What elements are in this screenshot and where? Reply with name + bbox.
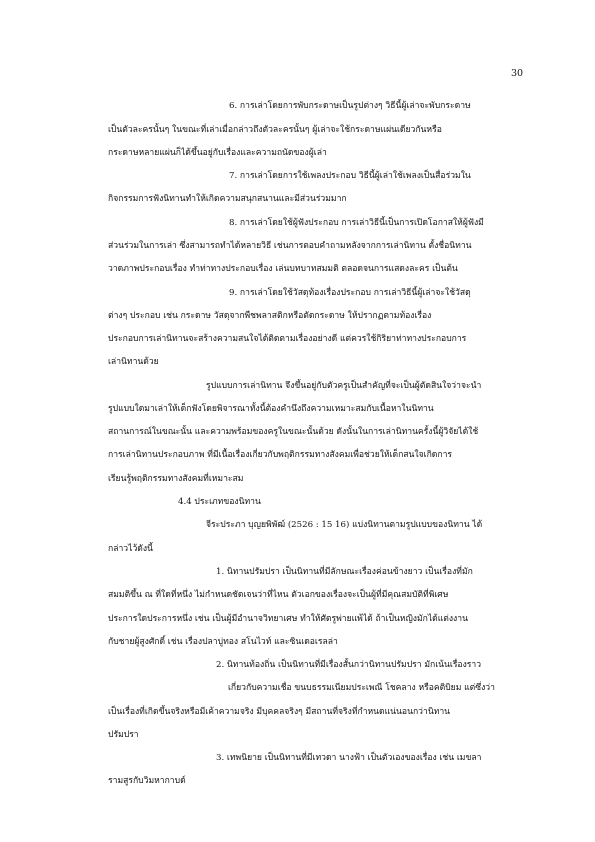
text-line: รามสูรกับวิมหากาบด์ xyxy=(108,776,186,786)
text-line: กระดาษหลายแผ่นก็ได้ขึ้นอยู่กับเรื่องและความถนัดของผู้เล่า xyxy=(108,148,327,158)
text-line: สมมติขึ้น ณ ที่ใดที่หนึ่ง ไม่กำหนดชัดเจนว่าที่ไหน ตัวเอกของเรื่องจะเป็นผู้ที่มีคุณสมบัติที่พิเศษ xyxy=(108,590,449,600)
text-line: ปรัมปรา xyxy=(108,730,139,740)
text-line: 7. การเล่าโดยการใช้เพลงประกอบ วิธีนี้ผู้เล่าใช้เพลงเป็นสื่อร่วมใน xyxy=(229,171,471,181)
text-line: 8. การเล่าโดยใช้ผู้ฟังประกอบ การเล่าวิธีนี้เป็นการเปิดโอกาสให้ผู้ฟังมี xyxy=(229,218,484,228)
text-line: ประกอบการเล่านิทานจะสร้างความสนใจได้ติดตามเรื่องอย่างดี แต่ควรใช้กิริยาท่าทางประกอบการ xyxy=(108,334,467,344)
text-line: 6. การเล่าโดยการพับกระดาษเป็นรูปต่างๆ วิธีนี้ผู้เล่าจะพับกระดาษ xyxy=(229,101,471,111)
text-line: ส่วนร่วมในการเล่า ซึ่งสามารถทำได้หลายวิธี เช่นการตอบคำถามหลังจากการเล่านิทาน ตั้งชื่อนิทาน xyxy=(108,241,472,251)
text-line: 9. การเล่าโดยใช้วัสดุท้องเรื่องประกอบ การเล่าวิธีนี้ผู้เล่าจะใช้วัสดุ xyxy=(229,288,471,298)
text-line: การเล่านิทานประกอบภาพ ที่มีเนื้อเรื่องเกี่ยวกับพฤติกรรมทางสังคมเพื่อช่วยให้เด็กสนใจเกิดการ xyxy=(108,450,453,460)
text-line: เล่านิทานด้วย xyxy=(108,357,159,367)
text-line: กับชายผู้สูงศักดิ์ เช่น เรื่องปลาบู่ทอง สโนไวท์ และซินเดอเรลล่า xyxy=(108,637,338,647)
page-number: 30 xyxy=(511,68,524,79)
text-line: เป็นเรื่องที่เกิดขึ้นจริงหรือมีเค้าความจริง มีบุคคลจริงๆ มีสถานที่จริงที่กำหนดแน่นอนกว่านิทาน xyxy=(108,707,451,717)
text-line: เรียนรู้พฤติกรรมทางสังคมที่เหมาะสม xyxy=(108,474,244,484)
text-line: เกี่ยวกับความเชื่อ ขนบธรรมเนียมประเพณี โชคลาง หรือคติบิยม แต่ซึ่งว่า xyxy=(228,683,495,693)
text-line: กล่าวไว้ดังนี้ xyxy=(108,544,153,554)
text-line: รูปแบบใดมาเล่าให้เด็กฟังโดยพิจารณาทั้งนี้ต้องคำนึงถึงความเหมาะสมกับเนื้อหาในนิทาน xyxy=(108,404,434,414)
text-line: ประการใดประการหนึ่ง เช่น เป็นผู้มีอำนาจวิทยาเศษ ทำให้ศัตรูพ่ายแพ้ได้ ถ้าเป็นหญิงมักได้แต่งงาน xyxy=(108,614,468,624)
text-line: สถานการณ์ในขณะนั้น และความพร้อมของครูในขณะนั้นด้วย ดังนั้นในการเล่านิทานครั้งนี้ผู้วิจัยได้ใช้ xyxy=(108,427,479,437)
text-line: วาดภาพประกอบเรื่อง ทำท่าทางประกอบเรื่อง เล่นบทบาทสมมติ ตลอดจนการแสดงละคร เป็นต้น xyxy=(108,264,458,274)
text-line: 1. นิทานปรัมปรา เป็นนิทานที่มีลักษณะเรื่องค่อนข้างยาว เป็นเรื่องที่มัก xyxy=(216,567,473,577)
section-heading: 4.4 ประเภทของนิทาน xyxy=(178,497,261,507)
text-line: เป็นตัวละครนั้นๆ ในขณะที่เล่าเมื่อกล่าวถึงตัวละครนั้นๆ ผู้เล่าจะใช้กระดาษแผ่นเดียวกันหรือ xyxy=(108,125,442,135)
text-line: ต่างๆ ประกอบ เช่น กระดาษ วัสดุจากพืชพลาสติกหรือตัดกระดาษ ให้ปรากฏตามท้องเรื่อง xyxy=(108,311,432,321)
text-line: จีระประภา บุญยพิพัฒ์ (2526 : 15 16) แบ่งนิทานตามรูปแบบของนิทาน ได้ xyxy=(206,520,483,530)
text-line: 3. เทพนิยาย เป็นนิทานที่มีเทวดา นางฟ้า เป็นตัวเองของเรื่อง เช่น เมขลา xyxy=(216,753,482,763)
text-line: กิจกรรมการฟังนิทานทำให้เกิดความสนุกสนานและมีส่วนร่วมมาก xyxy=(108,194,347,204)
text-line: 2. นิทานท้องถิ่น เป็นนิทานที่มีเรื่องสั้นกว่านิทานปรัมปรา มักเน้นเรื่องราว xyxy=(216,660,482,670)
text-line: รูปแบบการเล่านิทาน จึงขึ้นอยู่กับตัวครูเป็นสำคัญที่จะเป็นผู้ตัดสินใจว่าจะนำ xyxy=(206,381,482,391)
